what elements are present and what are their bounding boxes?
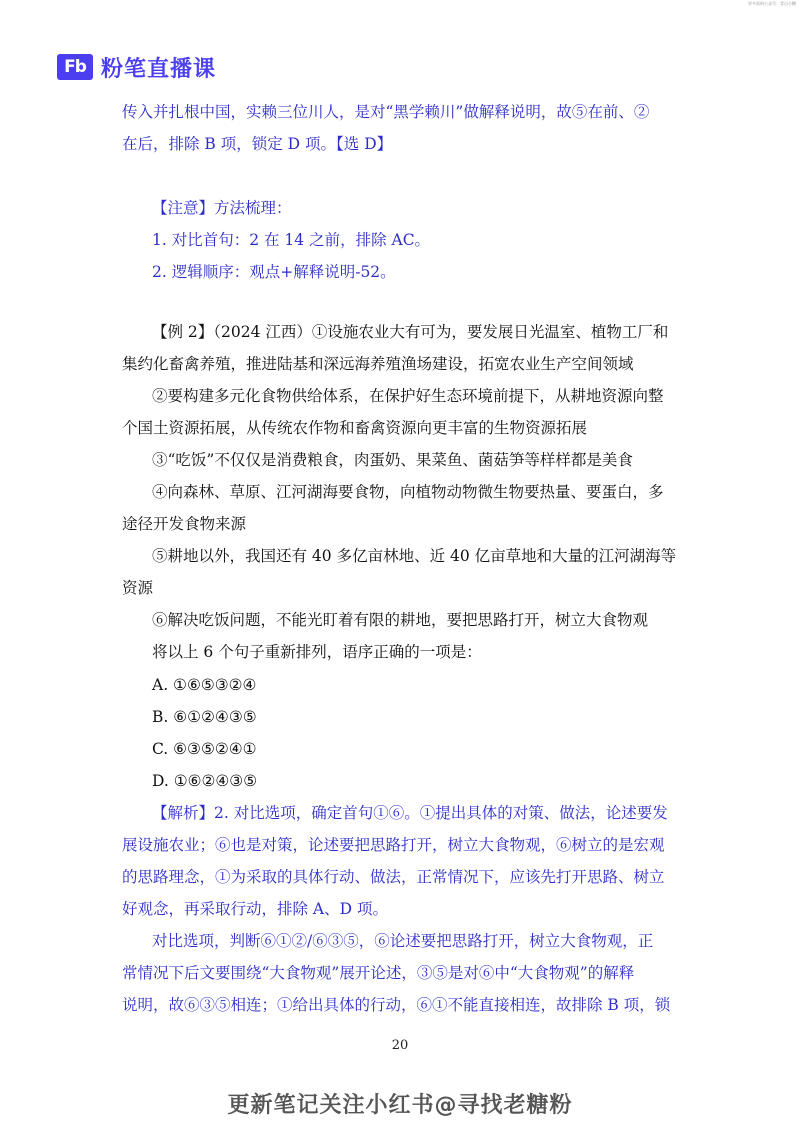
answer-line: 在后，排除 B 项，锁定 D 项。【选 D】	[122, 135, 393, 153]
analysis-line: 对比选项，判断⑥①②/⑥③⑤，⑥论述要把思路打开，树立大食物观，正	[152, 932, 654, 950]
question-line: ④向森林、草原、江河湖海要食物，向植物动物微生物要热量、要蛋白，多	[152, 483, 664, 501]
question-line: ⑥解决吃饭问题，不能光盯着有限的耕地，要把思路打开，树立大食物观	[152, 611, 649, 629]
question-line: 【例 2】（2024 江西）①设施农业大有可为，要发展日光温室、植物工厂和	[152, 323, 669, 341]
analysis-line: 说明，故⑥③⑤相连；①给出具体的行动，⑥①不能直接相连，故排除 B 项，锁	[122, 996, 671, 1014]
question-line: 途径开发食物来源	[122, 515, 247, 533]
option-b: B. ⑥①②④③⑤	[152, 708, 257, 726]
logo-mark-icon: Fb	[57, 54, 93, 80]
option-a: A. ①⑥⑤③②④	[152, 676, 257, 694]
question-line: ③“吃饭”不仅仅是消费粮食，肉蛋奶、果菜鱼、菌菇笋等样样都是美食	[152, 451, 633, 469]
question-line: 资源	[122, 579, 154, 597]
footer-watermark: 更新笔记关注小红书@寻找老糖粉	[227, 1093, 573, 1118]
note-heading: 【注意】方法梳理：	[152, 199, 292, 217]
answer-line: 传入并扎根中国，实赖三位川人，是对“黑学赖川”做解释说明，故⑤在前、②	[122, 103, 650, 121]
analysis-line: 的思路理念，①为采取的具体行动、做法，正常情况下，应该先打开思路、树立	[122, 868, 665, 886]
question-line: ⑤耕地以外，我国还有 40 多亿亩林地、近 40 亿亩草地和大量的江河湖海等	[152, 547, 677, 565]
analysis-line: 【解析】2. 对比选项，确定首句①⑥。①提出具体的对策、做法，论述要发	[152, 804, 668, 822]
brand-logo	[57, 52, 216, 82]
option-c: C. ⑥③⑤②④①	[152, 740, 257, 758]
note-item: 2. 逻辑顺序：观点+解释说明-52。	[152, 263, 396, 281]
analysis-line: 好观念，再采取行动，排除 A、D 项。	[122, 900, 388, 918]
page-number: 20	[391, 1038, 409, 1053]
note-item: 1. 对比首句：2 在 14 之前，排除 AC。	[152, 231, 431, 249]
top-note: 更多资料公众号：青山小糖	[748, 1, 796, 6]
question-line: 集约化畜禽养殖，推进陆基和深远海养殖渔场建设，拓宽农业生产空间领域	[122, 355, 634, 373]
option-d: D. ①⑥②④③⑤	[152, 772, 258, 790]
question-line: ②要构建多元化食物供给体系，在保护好生态环境前提下，从耕地资源向整	[152, 387, 664, 405]
analysis-line: 展设施农业；⑥也是对策，论述要把思路打开，树立大食物观，⑥树立的是宏观	[122, 836, 665, 854]
question-prompt: 将以上 6 个句子重新排列，语序正确的一项是：	[152, 643, 482, 661]
logo-text: 粉笔直播课	[101, 56, 217, 82]
question-line: 个国土资源拓展，从传统农作物和畜禽资源向更丰富的生物资源拓展	[122, 419, 588, 437]
analysis-line: 常情况下后文要围绕“大食物观”展开论述，③⑤是对⑥中“大食物观”的解释	[122, 964, 635, 982]
